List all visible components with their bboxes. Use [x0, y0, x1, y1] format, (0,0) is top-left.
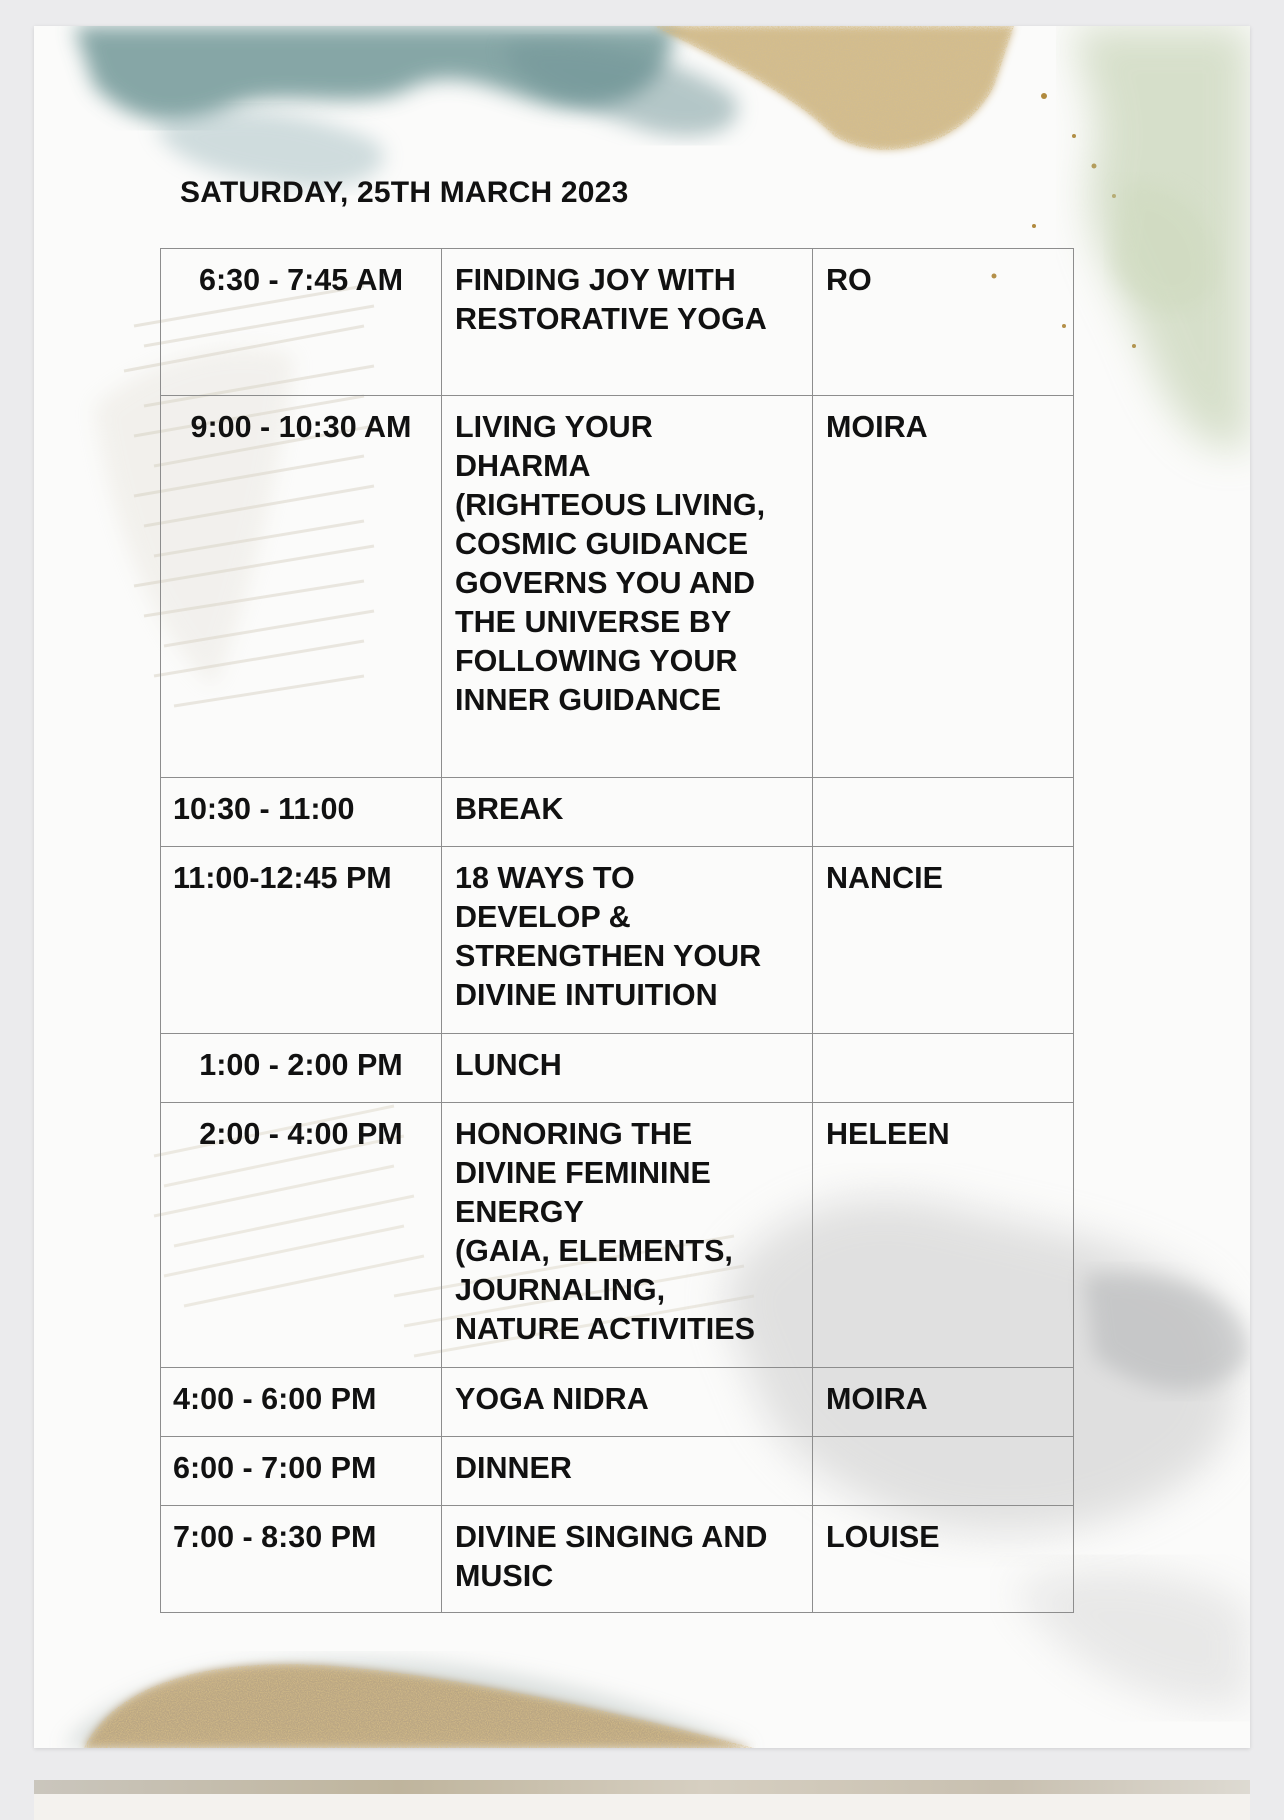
schedule-row: [161, 847, 1074, 1034]
schedule-row: [161, 249, 1074, 396]
session-title-cell: YOGA NIDRA: [442, 1368, 813, 1437]
session-title-cell: HONORING THE DIVINE FEMININE ENERGY (GAIA, ELEMENTS, JOURNALING, NATURE ACTIVITIES: [442, 1103, 813, 1368]
session-title-cell: LUNCH: [442, 1034, 813, 1103]
facilitator-cell: NANCIE: [813, 847, 1074, 1034]
session-title-cell: FINDING JOY WITH RESTORATIVE YOGA: [442, 249, 813, 396]
schedule-row: [161, 1368, 1074, 1437]
schedule-row: [161, 778, 1074, 847]
session-title-cell: BREAK: [442, 778, 813, 847]
facilitator-cell: [813, 1034, 1074, 1103]
time-cell: 7:00 - 8:30 PM: [161, 1506, 442, 1613]
time-cell: 2:00 - 4:00 PM: [161, 1103, 442, 1368]
facilitator-cell: LOUISE: [813, 1506, 1074, 1613]
time-cell: 6:30 - 7:45 AM: [161, 249, 442, 396]
schedule-row: [161, 396, 1074, 778]
schedule-page: [34, 26, 1250, 1748]
time-cell: 6:00 - 7:00 PM: [161, 1437, 442, 1506]
time-cell: 4:00 - 6:00 PM: [161, 1368, 442, 1437]
session-title-cell: DINNER: [442, 1437, 813, 1506]
schedule-table-body: [161, 249, 1074, 1613]
session-title-cell: 18 WAYS TO DEVELOP & STRENGTHEN YOUR DIVINE INTUITION: [442, 847, 813, 1034]
schedule-table: [160, 248, 1074, 1613]
schedule-row: [161, 1103, 1074, 1368]
schedule-row: [161, 1506, 1074, 1613]
time-cell: 1:00 - 2:00 PM: [161, 1034, 442, 1103]
time-cell: 10:30 - 11:00: [161, 778, 442, 847]
facilitator-cell: HELEEN: [813, 1103, 1074, 1368]
session-title-cell: LIVING YOUR DHARMA (RIGHTEOUS LIVING, COSMIC GUIDANCE GOVERNS YOU AND THE UNIVERSE BY FOLLOWING YOUR INNER GUIDANCE: [442, 396, 813, 778]
next-page-edge: [34, 1780, 1250, 1820]
schedule-date-heading: SATURDAY, 25TH MARCH 2023: [180, 176, 629, 209]
facilitator-cell: MOIRA: [813, 396, 1074, 778]
facilitator-cell: [813, 1437, 1074, 1506]
facilitator-cell: MOIRA: [813, 1368, 1074, 1437]
time-cell: 9:00 - 10:30 AM: [161, 396, 442, 778]
time-cell: 11:00-12:45 PM: [161, 847, 442, 1034]
session-title-cell: DIVINE SINGING AND MUSIC: [442, 1506, 813, 1613]
facilitator-cell: RO: [813, 249, 1074, 396]
next-page-watercolor-band: [34, 1780, 1250, 1794]
schedule-row: [161, 1034, 1074, 1103]
schedule-row: [161, 1437, 1074, 1506]
facilitator-cell: [813, 778, 1074, 847]
